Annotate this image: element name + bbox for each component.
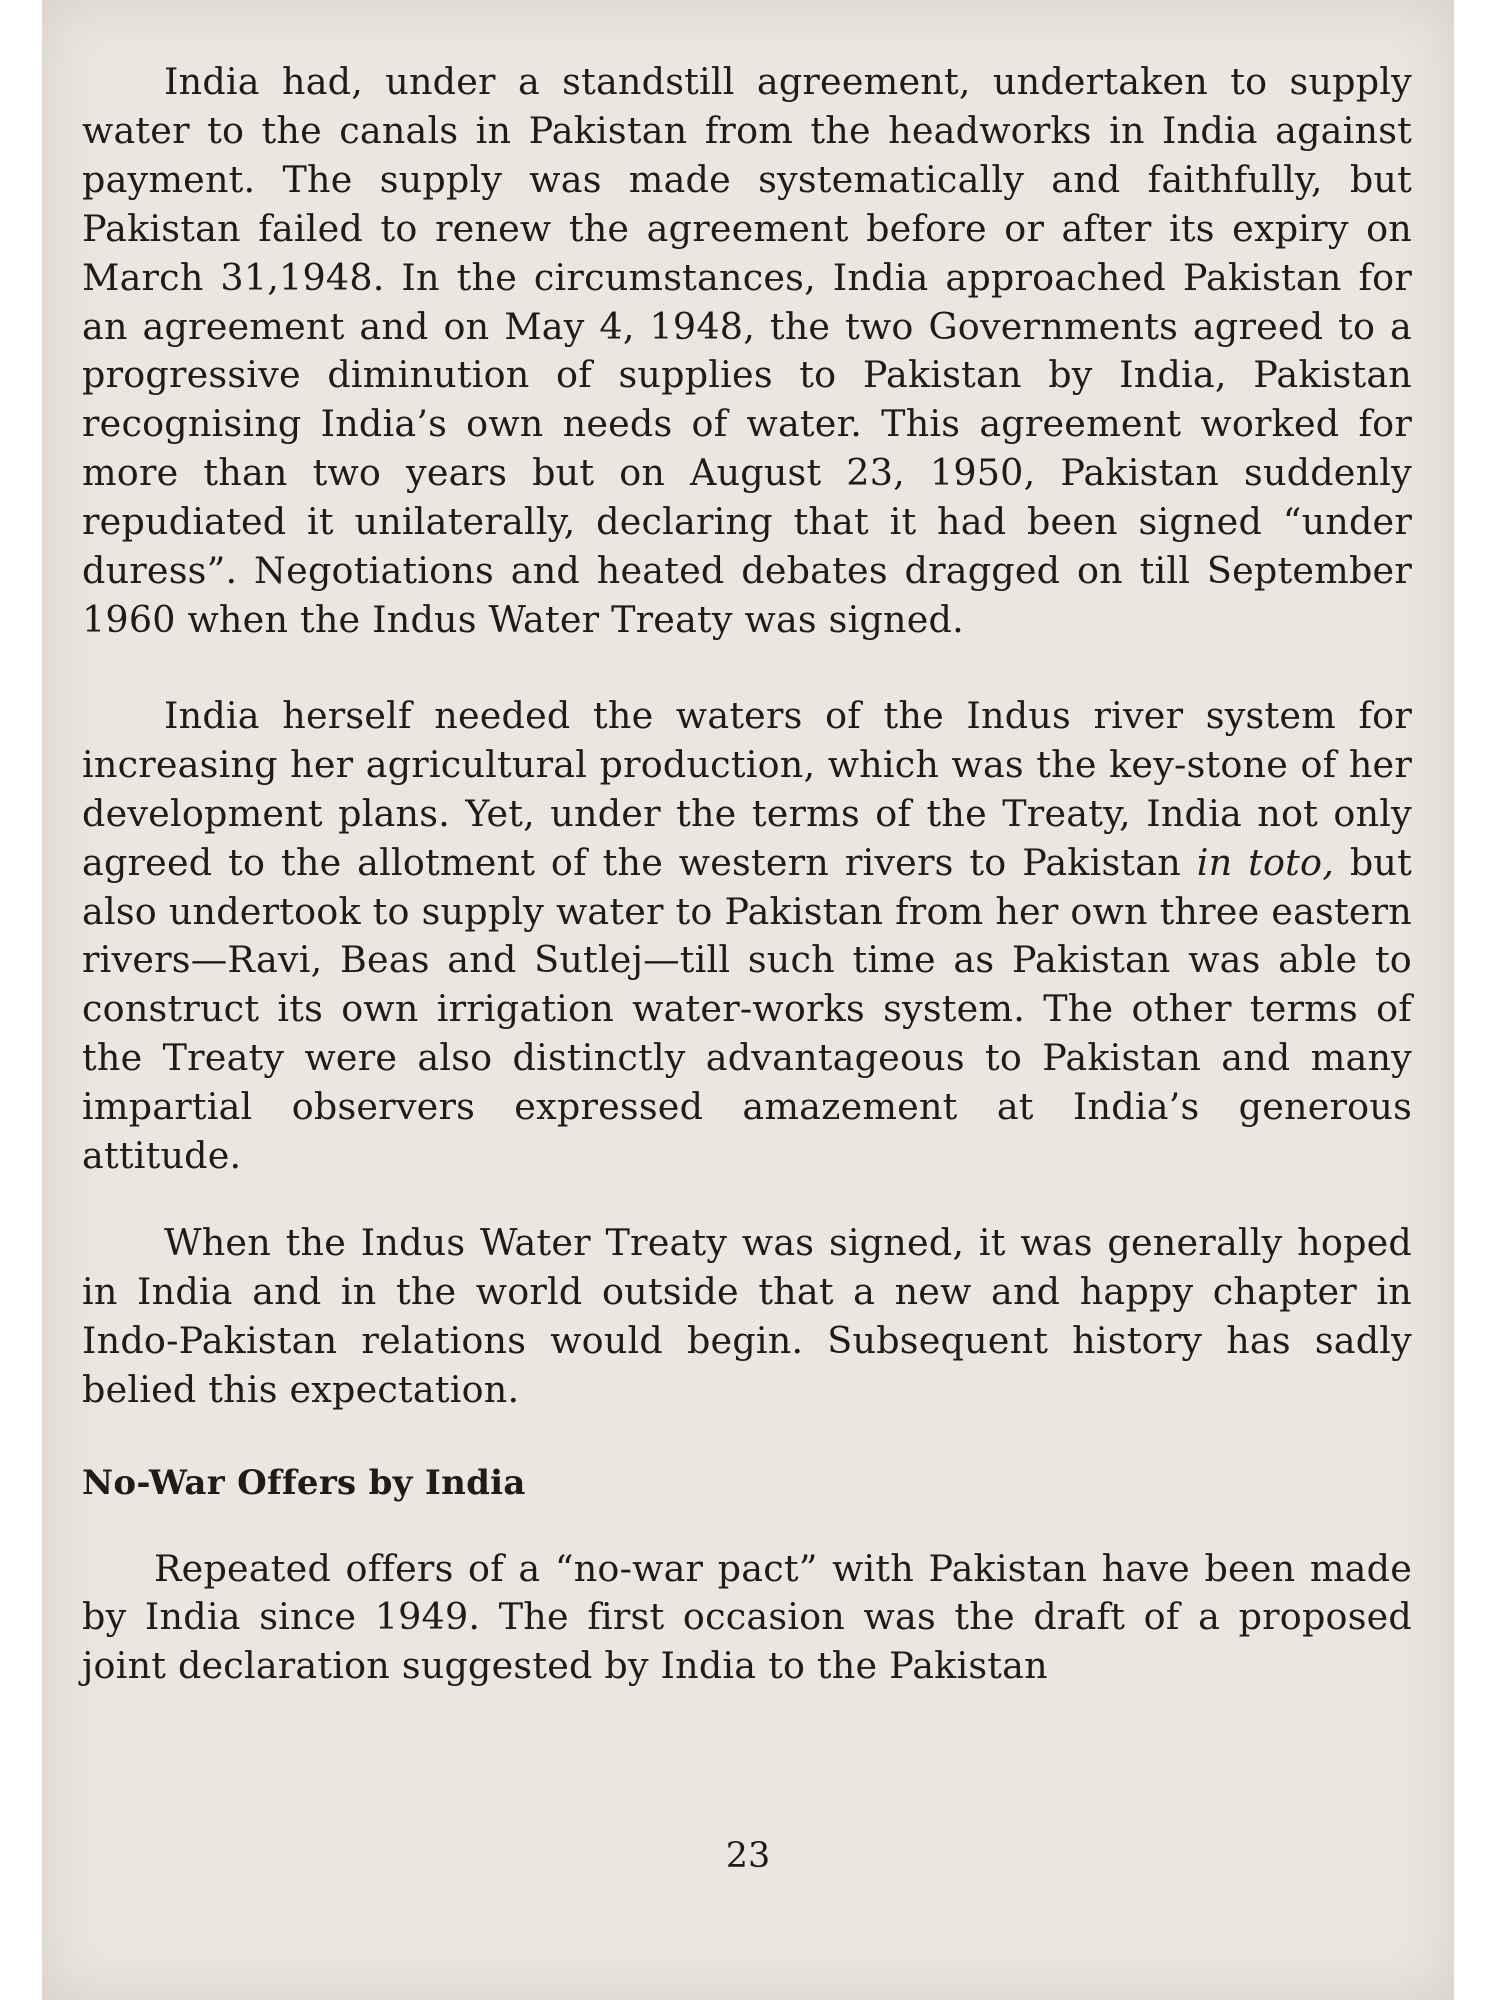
paragraph-no-war-pact: Repeated offers of a “no-war pact” with Pakistan have been made by India since 1949. The first occasion was the draft of a proposed joint declaration suggested by India to the Pakistan [82,1546,1412,1688]
section-heading: No-War Offers by India [82,1462,526,1503]
italic-phrase: in toto, [1196,840,1335,884]
paragraph-text: India herself needed the waters of the Indus river system for increasing her agricultural production, which was the key-stone of her development plans. Yet, under the terms of the Treaty, India not only agreed to the allotment of the western rivers to Pakistan [82,693,1412,884]
paragraph-india-needs [82,692,1412,1181]
body-text [82,58,1412,1691]
paragraph-standstill-agreement: India had, under a standstill agreement, undertaken to supply water to the canals in Pakistan from the headworks in India against payment. The supply was made systematically and faithfully, but Pakistan failed to renew the agreement before or after its expiry on March 31,1948. In the circumstances, India approached Pakistan for an agreement and on May 4, 1948, the two Governments agreed to a progressive diminution of supplies to Pakistan by India, Pakistan recognising India’s own needs of water. This agreement worked for more than two years but on August 23, 1950, Pakistan suddenly repudiated it unilaterally, declaring that it had been signed “under duress”. Negotiations and heated debates dragged on till September 1960 when the Indus Water Treaty was signed. [82,60,1412,641]
page-number: 23 [725,1836,771,1876]
paragraph-treaty-signed: When the Indus Water Treaty was signed, it was generally hoped in India and in the world outside that a new and happy chapter in Indo-Pakistan relations would begin. Subsequent history has sadly belied this expectation. [82,1220,1412,1411]
paragraph-text: but also undertook to supply water to Pakistan from her own three eastern rivers—Ravi, Beas and Sutlej—till such time as Pakistan was able to construct its own irrigation water-works system. The other terms of the Treaty were also distinctly advantageous to Pakistan and many impartial observers expressed amazement at India’s generous attitude. [82,840,1412,1178]
book-page [42,0,1454,2000]
